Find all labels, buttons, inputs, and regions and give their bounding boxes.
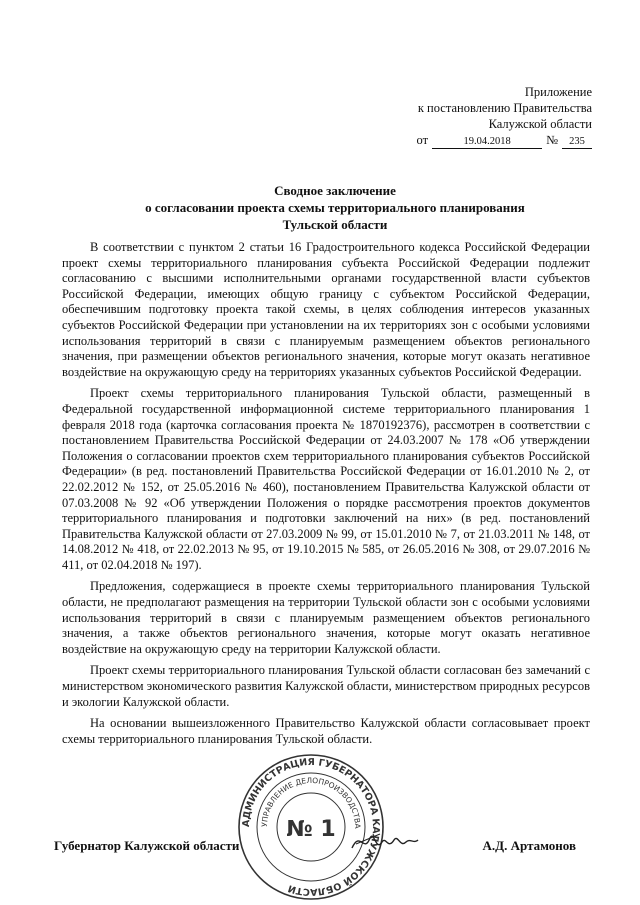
title-line-3: Тульской области	[282, 217, 388, 232]
decree-number: 235	[562, 135, 592, 149]
stamp-outer-text: АДМИНИСТРАЦИЯ ГУБЕРНАТОРА КАЛУЖСКОЙ ОБЛАСТИ	[240, 756, 382, 898]
from-label: от	[416, 133, 429, 147]
stamp-number: № 1	[286, 817, 336, 842]
signatory-name: А.Д. Артамонов	[482, 838, 576, 853]
signatory-position: Губернатор Калужской области	[54, 838, 240, 853]
paragraph: В соответствии с пунктом 2 статьи 16 Градостроительного кодекса Российской Федерации проект схемы территориального планирования субъекта Российской Федерации подлежит согласованию с высшими исполнительными органами государственной власти субъектов Российской Федерации, имеющих общую границу с субъектом Российской Федерации, обеспечившим подготовку проекта такой схемы, в целях соблюдения интересов указанных субъектов Российской Федерации при установлении на их территориях зон с особыми условиями использования территорий в связи с планируемым размещением объектов регионального значения, при размещении объектов регионального значения, которые могут оказать негативное воздействие на окружающую среду на территориях указанных субъектов Российской Федерации.	[62, 240, 590, 379]
title-line-2: о согласовании проекта схемы территориального планирования	[145, 200, 525, 215]
appendix-title: Приложение	[524, 85, 592, 99]
decree-date-number	[417, 132, 593, 149]
handwritten-signature-icon	[350, 826, 420, 856]
paragraph: Проект схемы территориального планирования Тульской области согласован без замечаний с министерством экономического развития Калужской области, министерством природных ресурсов и экологии Калужской области.	[62, 663, 590, 709]
document-body	[62, 240, 590, 753]
paragraph: Предложения, содержащиеся в проекте схемы территориального планирования Тульской области, не предполагают размещения на территории Тульской области зон с особыми условиями использования территорий в связи с планируемым размещением объектов регионального значения, а также объектов регионального значения, которые могут оказать негативное воздействие на окружающую среду на территории Калужской области.	[62, 579, 590, 656]
title-line-1: Сводное заключение	[274, 183, 396, 198]
appendix-decree: к постановлению Правительства	[417, 101, 592, 115]
appendix-header	[417, 84, 593, 149]
paragraph: На основании вышеизложенного Правительство Калужской области согласовывает проект схемы территориального планирования Тульской области.	[62, 716, 590, 746]
number-label: №	[546, 133, 558, 147]
stamp-inner-text: УПРАВЛЕНИЕ ДЕЛОПРОИЗВОДСТВА	[259, 775, 363, 829]
document-title	[60, 182, 610, 233]
decree-date: 19.04.2018	[432, 135, 542, 149]
appendix-region: Калужской области	[488, 117, 592, 131]
paragraph: Проект схемы территориального планирования Тульской области, размещенный в Федеральной государственной информационной системе территориального планирования 1 февраля 2018 года (карточка согласования проекта № 1870192376), рассмотрен в соответствии с постановлением Правительства Российской Федерации от 24.03.2007 № 178 «Об утверждении Положения о согласовании проектов схем территориального планирования субъектов Российской Федерации» (в ред. постановлений Правительства Российской Федерации от 16.01.2010 № 2, от 22.02.2012 № 152, от 25.05.2016 № 460), постановлением Правительства Калужской области от 07.03.2008 № 92 «Об утверждении Положения о порядке рассмотрения проектов документов территориального планирования и подготовки заключений на них» (в ред. постановлений Правительства Калужской области от 27.03.2009 № 99, от 15.01.2010 № 7, от 21.03.2011 № 148, от 14.08.2012 № 418, от 22.02.2013 № 95, от 19.10.2015 № 585, от 26.05.2016 № 308, от 29.07.2016 № 411, от 02.04.2018 № 197).	[62, 386, 590, 572]
